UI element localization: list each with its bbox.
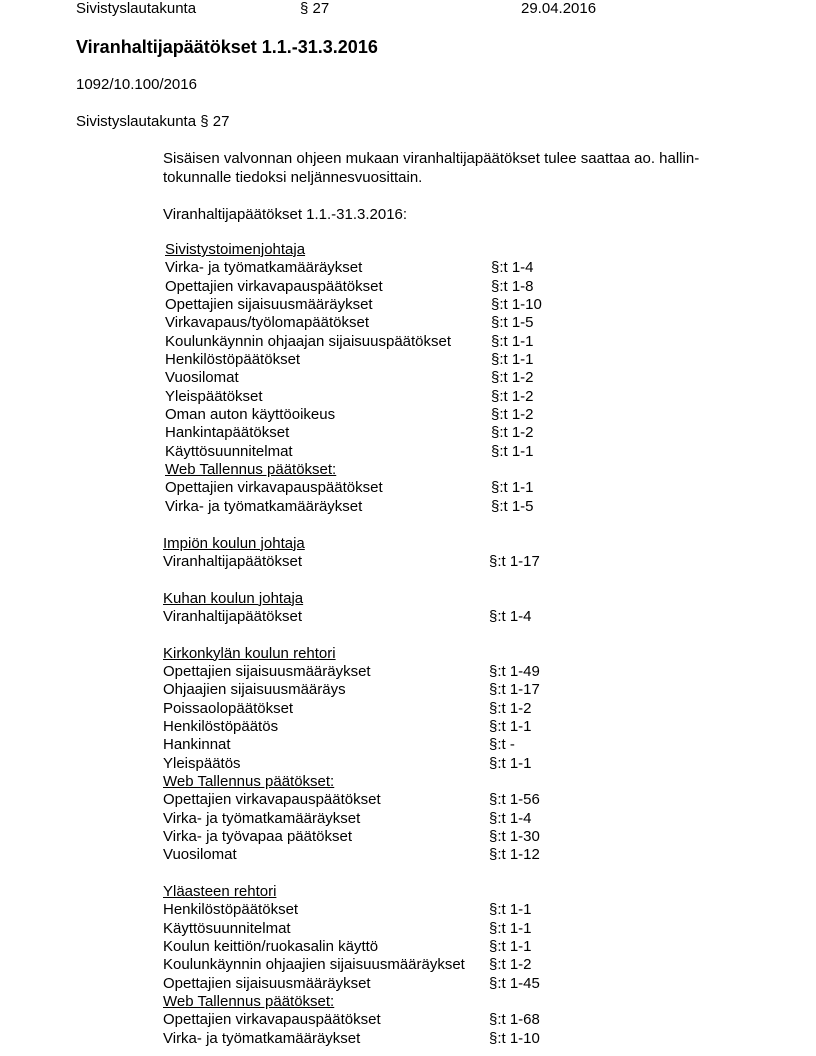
item-value: §:t 1-4 xyxy=(491,259,534,277)
list-item xyxy=(163,700,583,718)
list-item xyxy=(163,681,583,699)
list-item xyxy=(163,1011,583,1029)
item-value: §:t 1-2 xyxy=(491,387,534,405)
item-value: §:t 1-8 xyxy=(491,277,534,295)
list-item xyxy=(163,828,583,846)
item-name: Vuosilomat xyxy=(163,846,237,864)
section xyxy=(163,241,583,516)
item-value: §:t 1-1 xyxy=(491,351,534,369)
item-value: §:t 1-68 xyxy=(489,1011,540,1029)
item-name: Ohjaajien sijaisuusmääräys xyxy=(163,681,346,699)
item-value: §:t 1-1 xyxy=(489,938,532,956)
list-item xyxy=(163,901,583,919)
item-name: Viranhaltijapäätökset xyxy=(163,607,302,625)
list-item xyxy=(163,424,583,442)
item-value: §:t 1-17 xyxy=(489,552,540,570)
item-name: Opettajien virkavapauspäätökset xyxy=(163,1011,381,1029)
reference-number: 1092/10.100/2016 xyxy=(76,76,197,93)
section-heading: Kirkonkylän koulun rehtori xyxy=(163,644,336,662)
item-name: Käyttösuunnitelmat xyxy=(165,442,293,460)
subheading: Web Tallennus päätökset: xyxy=(163,772,335,790)
list-item xyxy=(163,846,583,864)
list-item xyxy=(163,296,583,314)
item-value: §:t 1-1 xyxy=(489,919,532,937)
item-value: §:t 1-2 xyxy=(491,424,534,442)
list-item xyxy=(163,920,583,938)
item-name: Opettajien virkavapauspäätökset xyxy=(165,277,383,295)
item-name: Virka- ja työmatkamääräykset xyxy=(163,1029,361,1047)
list-item xyxy=(163,810,583,828)
list-item xyxy=(163,369,583,387)
item-value: §:t 1-1 xyxy=(489,754,532,772)
list-item xyxy=(163,388,583,406)
section xyxy=(163,645,583,865)
item-name: Opettajien virkavapauspäätökset xyxy=(165,479,383,497)
item-name: Viranhaltijapäätökset xyxy=(163,552,302,570)
list-item xyxy=(163,333,583,351)
list-item xyxy=(163,755,583,773)
list-item xyxy=(163,259,583,277)
item-value: §:t 1-1 xyxy=(491,332,534,350)
list-item xyxy=(163,278,583,296)
item-name: Hankintapäätökset xyxy=(165,424,290,442)
board-section: Sivistyslautakunta § 27 xyxy=(76,113,230,130)
item-name: Henkilöstöpäätökset xyxy=(165,351,301,369)
item-name: Käyttösuunnitelmat xyxy=(163,919,291,937)
list-item xyxy=(163,443,583,461)
page-title: Viranhaltijapäätökset 1.1.-31.3.2016 xyxy=(76,37,378,57)
item-value: §:t 1-49 xyxy=(489,662,540,680)
list-item xyxy=(163,608,583,626)
list-item xyxy=(163,791,583,809)
item-name: Virka- ja työmatkamääräykset xyxy=(165,259,363,277)
list-item xyxy=(163,553,583,571)
header-committee: Sivistyslautakunta xyxy=(76,0,197,17)
item-value: §:t 1-1 xyxy=(489,901,532,919)
item-name: Hankinnat xyxy=(163,736,231,754)
section xyxy=(163,590,583,627)
list-item xyxy=(163,938,583,956)
section xyxy=(163,535,583,572)
list-title: Viranhaltijapäätökset 1.1.-31.3.2016: xyxy=(163,206,408,223)
list-item xyxy=(163,956,583,974)
header-section: § 27 xyxy=(300,0,330,17)
item-name: Opettajien sijaisuusmääräykset xyxy=(163,662,371,680)
decision-list xyxy=(163,241,583,1056)
item-name: Opettajien sijaisuusmääräykset xyxy=(163,974,371,992)
item-name: Koulunkäynnin ohjaajan sijaisuuspäätökset xyxy=(165,332,452,350)
item-value: §:t 1-30 xyxy=(489,828,540,845)
subheading: Web Tallennus päätökset: xyxy=(165,461,337,479)
item-name: Koulunkäynnin ohjaajien sijaisuusmääräykset xyxy=(163,956,465,974)
item-name: Virka- ja työvapaa päätökset xyxy=(163,828,353,845)
item-name: Koulun keittiön/ruokasalin käyttö xyxy=(163,938,379,956)
list-item xyxy=(163,1030,583,1048)
list-item xyxy=(163,498,583,516)
list-item xyxy=(163,663,583,681)
item-value: §:t 1-2 xyxy=(491,406,534,424)
item-value: §:t 1-4 xyxy=(489,607,532,625)
list-item xyxy=(163,314,583,332)
item-name: Henkilöstöpäätös xyxy=(163,717,279,735)
item-name: Virka- ja työmatkamääräykset xyxy=(165,497,363,515)
subheading: Web Tallennus päätökset: xyxy=(163,993,335,1011)
item-value: §:t 1-5 xyxy=(491,314,534,332)
section-heading: Sivistystoimenjohtaja xyxy=(165,241,306,258)
list-item xyxy=(163,736,583,754)
item-value: §:t 1-1 xyxy=(489,717,532,735)
item-value: §:t 1-45 xyxy=(489,974,540,992)
item-value: §:t 1-2 xyxy=(491,369,534,387)
list-item xyxy=(163,975,583,993)
item-value: §:t 1-56 xyxy=(489,791,540,809)
section-heading: Yläasteen rehtori xyxy=(163,883,277,901)
item-value: §:t 1-5 xyxy=(491,497,534,515)
item-value: §:t 1-2 xyxy=(489,956,532,974)
item-name: Poissaolopäätökset xyxy=(163,699,294,717)
item-name: Yleispäätökset xyxy=(165,387,263,405)
item-name: Opettajien virkavapauspäätökset xyxy=(163,791,381,809)
section-heading: Kuhan koulun johtaja xyxy=(163,589,304,607)
item-name: Oman auton käyttöoikeus xyxy=(165,406,336,424)
intro-paragraph: Sisäisen valvonnan ohjeen mukaan viranhaltijapäätökset tulee saattaa ao. hallin-tokunnalle tiedoksi neljännesvuosittain. xyxy=(163,150,700,186)
section-heading: Impiön koulun johtaja xyxy=(163,534,305,552)
item-name: Henkilöstöpäätökset xyxy=(163,901,299,919)
item-value: §:t 1-17 xyxy=(489,681,540,699)
item-value: §:t 1-10 xyxy=(491,296,542,314)
item-name: Virkavapaus/työlomapäätökset xyxy=(165,314,370,332)
item-value: §:t 1-2 xyxy=(489,699,532,717)
item-name: Virka- ja työmatkamääräykset xyxy=(163,809,361,827)
section xyxy=(163,883,583,1048)
item-value: §:t 1-1 xyxy=(491,479,534,497)
item-name: Vuosilomat xyxy=(165,369,239,387)
item-value: §:t 1-10 xyxy=(489,1029,540,1047)
item-name: Opettajien sijaisuusmääräykset xyxy=(165,296,373,314)
list-item xyxy=(163,718,583,736)
list-item xyxy=(163,406,583,424)
header-date: 29.04.2016 xyxy=(521,0,597,17)
item-value: §:t 1-1 xyxy=(491,442,534,460)
item-value: §:t 1-12 xyxy=(489,846,540,864)
item-value: §:t 1-4 xyxy=(489,809,532,827)
list-item xyxy=(163,479,583,497)
item-value: §:t - xyxy=(489,736,515,754)
list-item xyxy=(163,351,583,369)
item-name: Yleispäätös xyxy=(163,754,241,772)
